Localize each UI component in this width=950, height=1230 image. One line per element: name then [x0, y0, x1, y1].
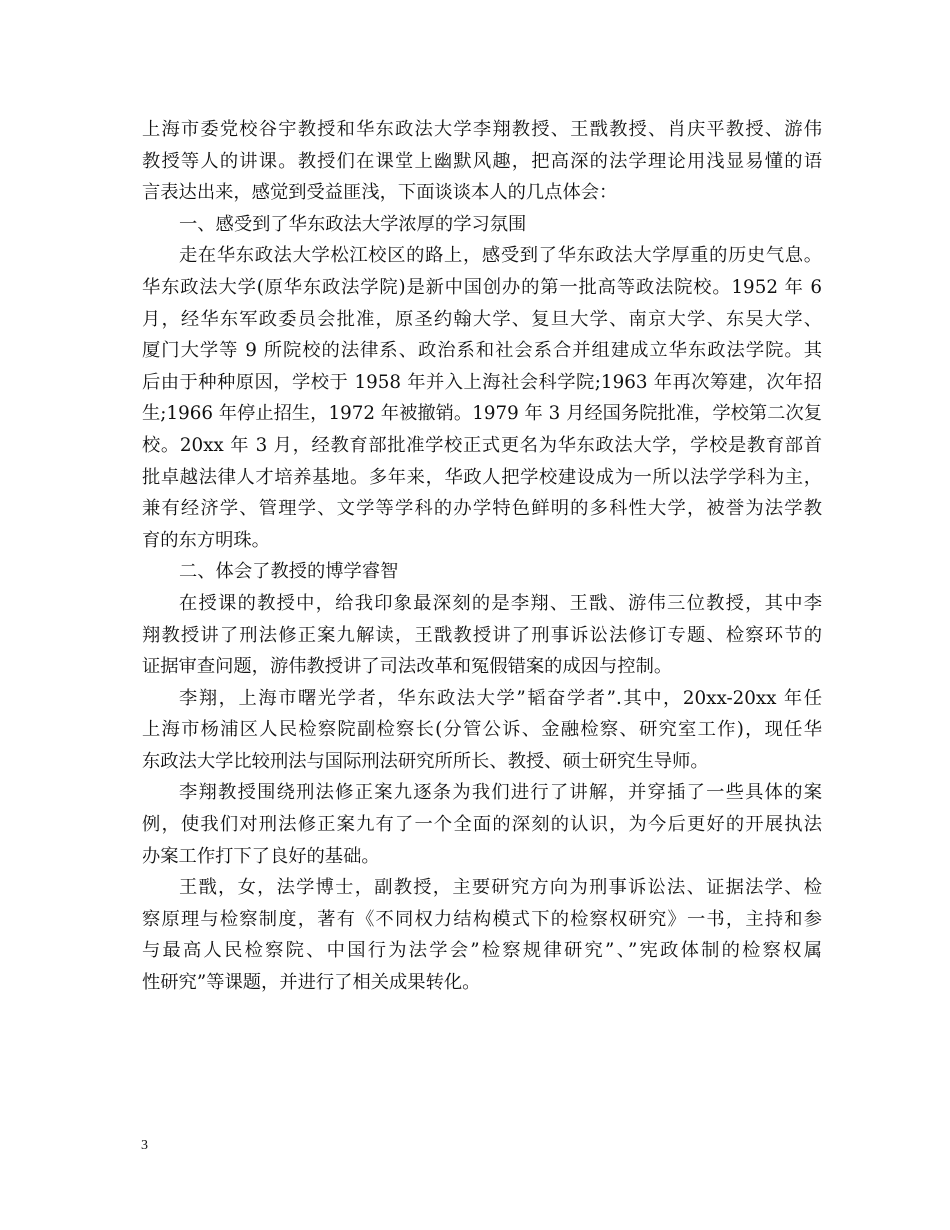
- text-line: 察原理与检察制度，著有《不同权力结构模式下的检察权研究》一书，主持和参: [142, 908, 822, 930]
- text-line: 校。20xx 年 3 月，经教育部批准学校正式更名为华东政法大学，学校是教育部首: [142, 434, 822, 456]
- text-line: 后由于种种原因，学校于 1958 年并入上海社会科学院;1963 年再次筹建，次年招: [142, 371, 822, 393]
- text-line: 兼有经济学、管理学、文学等学科的办学特色鲜明的多科性大学，被誉为法学教: [142, 498, 822, 520]
- text-line: 教授等人的讲课。教授们在课堂上幽默风趣，把高深的法学理论用浅显易懂的语: [142, 150, 822, 172]
- text-line: 一、感受到了华东政法大学浓厚的学习氛围: [179, 213, 527, 235]
- text-line: 在授课的教授中，给我印象最深刻的是李翔、王戬、游伟三位教授，其中李: [179, 592, 822, 614]
- text-line: 王戬，女，法学博士，副教授，主要研究方向为刑事诉讼法、证据法学、检: [179, 877, 822, 899]
- text-line: 厦门大学等 9 所院校的法律系、政治系和社会系合并组建成立华东政法学院。其: [142, 340, 822, 362]
- text-line: 走在华东政法大学松江校区的路上，感受到了华东政法大学厚重的历史气息。: [179, 245, 822, 267]
- text-line: 上海市杨浦区人民检察院副检察长(分管公诉、金融检察、研究室工作)，现任华: [142, 719, 822, 741]
- text-line: 性研究”等课题，并进行了相关成果转化。: [142, 972, 481, 994]
- page-number: 3: [141, 1138, 148, 1153]
- text-line: 办案工作打下了良好的基础。: [142, 845, 380, 867]
- text-line: 上海市委党校谷宇教授和华东政法大学李翔教授、王戬教授、肖庆平教授、游伟: [142, 119, 822, 140]
- text-line: 东政法大学比较刑法与国际刑法研究所所长、教授、硕士研究生导师。: [142, 750, 709, 772]
- text-line: 月，经华东军政委员会批准，原圣约翰大学、复旦大学、南京大学、东吴大学、: [142, 308, 822, 330]
- text-line: 二、体会了教授的博学睿智: [179, 561, 399, 583]
- text-line: 生;1966 年停止招生，1972 年被撤销。1979 年 3 月经国务院批准，学校第二次复: [142, 403, 823, 425]
- text-line: 华东政法大学(原华东政法学院)是新中国创办的第一批高等政法院校。1952 年 6: [142, 276, 822, 298]
- text-line: 李翔教授围绕刑法修正案九逐条为我们进行了讲解，并穿插了一些具体的案: [179, 782, 822, 804]
- text-line: 李翔，上海市曙光学者，华东政法大学”韬奋学者”.其中，20xx-20xx 年任: [179, 687, 822, 709]
- text-line: 例，使我们对刑法修正案九有了一个全面的深刻的认识，为今后更好的开展执法: [142, 814, 822, 836]
- text-line: 言表达出来，感觉到受益匪浅，下面谈谈本人的几点体会：: [142, 182, 618, 204]
- text-line: 育的东方明珠。: [142, 529, 270, 551]
- text-line: 批卓越法律人才培养基地。多年来，华政人把学校建设成为一所以法学学科为主，: [142, 466, 822, 488]
- text-line: 与最高人民检察院、中国行为法学会”检察规律研究”、”宪政体制的检察权属: [142, 940, 822, 962]
- text-line: 证据审查问题，游伟教授讲了司法改革和冤假错案的成因与控制。: [142, 656, 673, 678]
- text-line: 翔教授讲了刑法修正案九解读，王戬教授讲了刑事诉讼法修订专题、检察环节的: [142, 624, 822, 646]
- body-text: [142, 114, 822, 999]
